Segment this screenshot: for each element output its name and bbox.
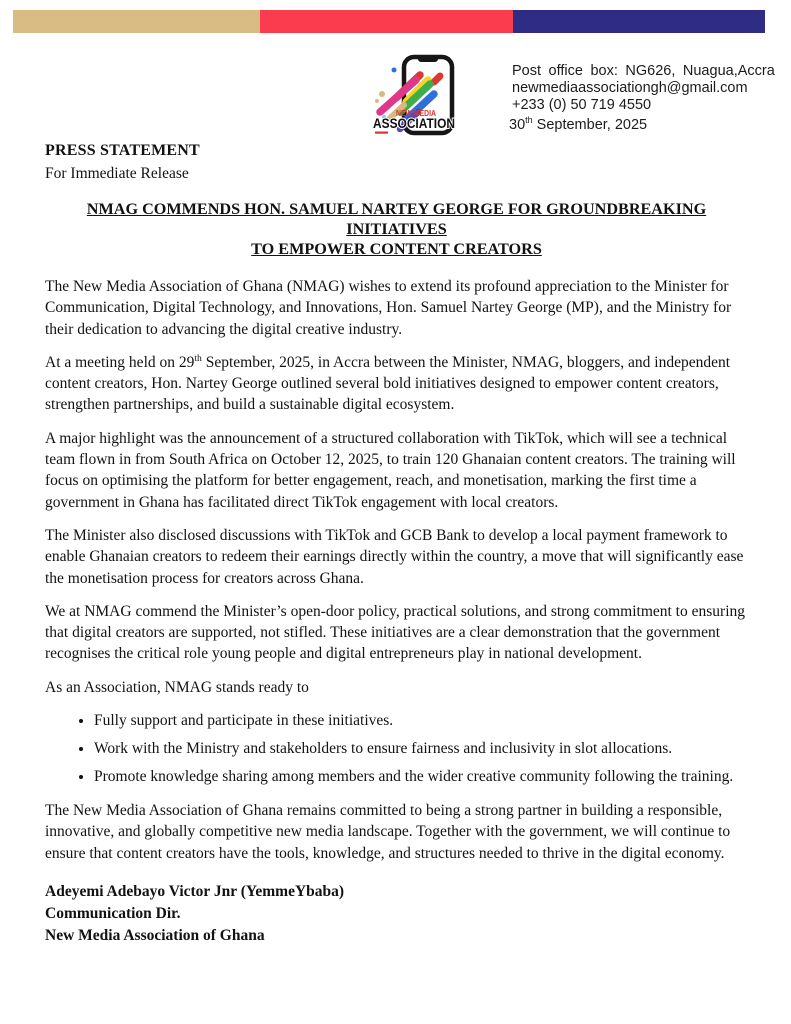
- date-line: [509, 117, 784, 134]
- paragraph-closing: The New Media Association of Ghana remains committed to being a strong partner in building a responsible, innovative, and globally competitive new media landscape. Together with the government, we will continue to ensure that content creators have the tools, knowledge, and structures needed to thrive in the digital economy.: [45, 801, 731, 862]
- logo-association-text: ASSOCIATION: [373, 116, 455, 131]
- nmag-logo: [370, 54, 462, 142]
- brand-bar-tan-segment: [13, 10, 260, 33]
- list-item: • Work with the Ministry and stakeholders to ensure fairness and inclusivity in slot allocations.: [94, 738, 748, 759]
- date-rest: September, 2025: [532, 117, 648, 133]
- signature-name: Adeyemi Adebayo Victor Jnr (YemmeYbaba): [45, 882, 345, 900]
- list-item: • Fully support and participate in these initiatives.: [94, 710, 748, 731]
- document-title-line2: TO EMPOWER CONTENT CREATORS: [251, 240, 542, 258]
- paragraph-appreciation: The New Media Association of Ghana (NMAG) wishes to extend its profound appreciation to the Minister for Communication, Digital Technology, and Innovations, Hon. Samuel Nartey George (MP), and the Ministry for their dedication to advancing the digital creative industry.: [45, 278, 732, 338]
- logo-new-media-text: NEW MEDIA: [396, 108, 436, 118]
- streak-red-short: [434, 76, 440, 82]
- brand-bar-blue-segment: [513, 10, 765, 33]
- streak-dot: [379, 91, 385, 97]
- document-title: [45, 199, 748, 259]
- signature-role: Communication Dir.: [45, 904, 181, 922]
- logo-small-tagline-mark: [375, 132, 388, 134]
- date-ordinal-suffix: th: [525, 115, 533, 126]
- document-title-line1: NMAG COMMENDS HON. SAMUEL NARTEY GEORGE FOR GROUNDBREAKING INITIATIVES: [86, 200, 707, 238]
- brand-color-bar: [13, 10, 765, 33]
- brand-bar-red-segment: [260, 10, 513, 33]
- contact-block: [509, 63, 784, 134]
- list-item: • Promote knowledge sharing among members and the wider creative community following the training.: [94, 766, 748, 787]
- press-statement-label: PRESS STATEMENT: [45, 142, 200, 159]
- signature-org: New Media Association of Ghana: [45, 926, 265, 944]
- commitments-list: [45, 710, 748, 787]
- document-body: [45, 142, 748, 947]
- paragraph-meeting: [45, 352, 748, 416]
- streak-dot: [375, 99, 379, 103]
- date-day: 30: [509, 117, 526, 133]
- date-ordinal-suffix: th: [194, 352, 202, 364]
- signature-block: [45, 881, 748, 947]
- paragraph-gcb-bank: The Minister also disclosed discussions with TikTok and GCB Bank to develop a local payment framework to enable Ghanaian creators to redeem their earnings directly within the country, a move that will significantly ease the monetisation process for creators across Ghana.: [45, 526, 744, 587]
- paragraph-commendation: We at NMAG commend the Minister’s open-door policy, practical solutions, and strong commitment to ensuring that digital creators are supported, not stifled. These initiatives are a clear demonstration that the government recognises the critical role young people and digital entrepreneurs play in national development.: [45, 602, 745, 663]
- paragraph-meeting-rest: September, 2025, in Accra between the Minister, NMAG, bloggers, and independent content creators, Hon. Nartey George outlined several bold initiatives designed to empower content creators, strengthen partnerships, and build a sustainable digital ecosystem.: [45, 353, 731, 414]
- release-line: For Immediate Release: [45, 165, 189, 182]
- phone-notch: [418, 56, 438, 63]
- paragraph-meeting-start: At a meeting held on 29: [45, 353, 195, 371]
- email-line: newmediaassociationgh@gmail.com: [512, 80, 748, 96]
- po-box-line: Post office box: NG626, Nuagua,Accra: [512, 63, 775, 79]
- phone-line: +233 (0) 50 719 4550: [512, 97, 652, 113]
- list-intro: As an Association, NMAG stands ready to: [45, 678, 309, 696]
- paragraph-tiktok-collaboration: A major highlight was the announcement of a structured collaboration with TikTok, which will see a technical team flown in from South Africa on October 12, 2025, to train 120 Ghanaian content creators. The training will focus on optimising the platform for better engagement, reach, and monetisation, marking the first time a government in Ghana has facilitated direct TikTok engagement with local creators.: [45, 429, 736, 511]
- streak-dot: [392, 68, 397, 73]
